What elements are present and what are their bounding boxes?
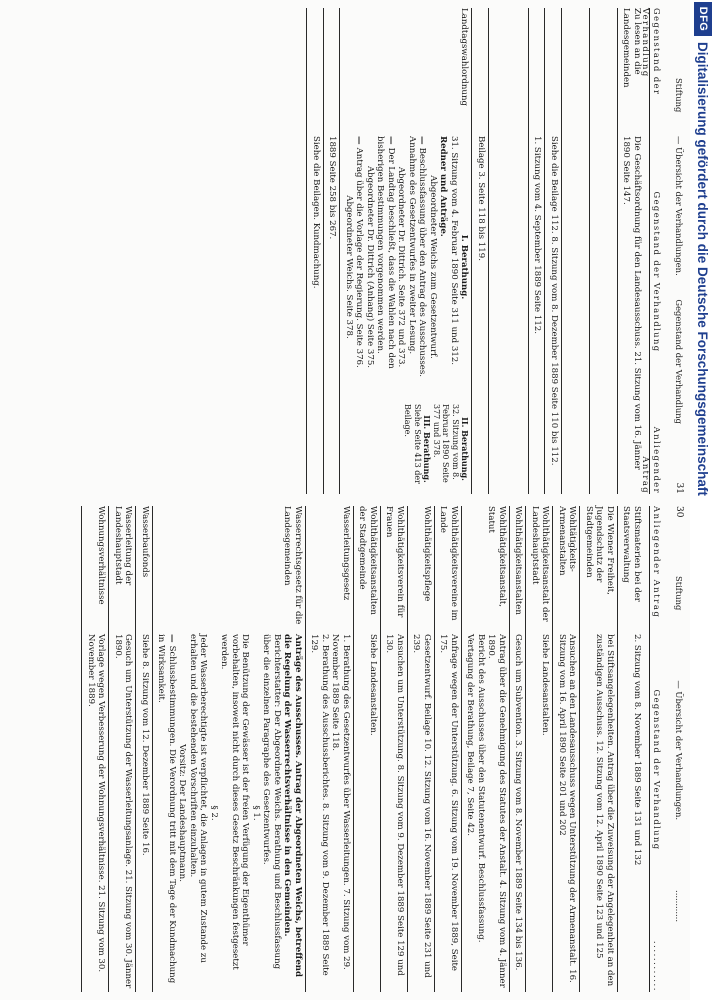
entry-line: 1889 Seite 258 bis 267.: [327, 136, 338, 240]
entry-text: [86, 634, 107, 992]
entry-line: I. Berathung.: [459, 234, 470, 300]
running-head-middle: — Übersicht der Verhandlungen.: [674, 136, 684, 276]
entry-text: [384, 634, 405, 992]
entry-line: Berichterstatter: Der Abgeordnete Weichs. Berathung und Beschlussfassung über die einzelnen Paragraphe des Gesetzentwurfes.: [261, 634, 282, 970]
entry-line: Gesuch um Subvention. 3. Sitzung vom 8. November 1889 Seite 134 bis 136.: [513, 634, 524, 971]
entry-text: [357, 634, 378, 992]
running-head-middle: — Übersicht der Verhandlungen.: [674, 680, 684, 821]
entry-list: [82, 506, 645, 992]
entry-label: Wohlthätigkeitsanstalten: [513, 506, 524, 615]
entry-text: [565, 136, 587, 494]
entry-line: Vorsitz: Der Landeshauptmann.: [177, 744, 188, 882]
entry-label: Wohlthätigkeitsanstalt der Landeshauptstadt: [530, 506, 551, 622]
entry-line: Abgeordneter Weichs. Seite 378.: [344, 195, 354, 339]
entry-row: [589, 8, 617, 494]
entry-label: [593, 8, 615, 136]
column-headers: [652, 506, 663, 992]
entry-text: [532, 136, 543, 494]
column-header-subject: Gegenstand der Verhandlung: [652, 191, 662, 353]
entry-text: [465, 634, 507, 992]
running-head-right: ............: [674, 890, 684, 922]
entry-line: Siehe 8. Sitzung vom 12. Dezember 1889 Seite 16.: [140, 634, 150, 856]
entry-line: Gesuch um Unterstützung der Wasserleitungsanlage. 21. Sitzung vom 30. Jänner 1890.: [113, 634, 134, 989]
entry-line: Ansuchen um Unterstützung. 8. Sitzung vom 9. Dezember 1889 Seite 129 und 130.: [384, 634, 405, 976]
entry-text: [476, 136, 487, 494]
entry-line: — Der Landtag beschließt, dass die Wahlen nach den bisherigen Bestimmungen vorgenommen werden.: [375, 136, 396, 398]
running-head-right: Gegenstand der Verhandlung: [674, 299, 684, 424]
entry-text: [344, 136, 470, 494]
entry-line: 1. Sitzung vom 4. September 1889 Seite 112.: [532, 136, 543, 335]
dfg-logo: DFG: [694, 2, 712, 36]
entry-line: Ansuchen an den Landesausschuss wegen Unterstützung der Armenanstalt. 16. Sitzung vom 16. April 1890 Seite 201 und 202: [557, 634, 578, 983]
entry-row: [509, 506, 526, 992]
entry-text: [513, 634, 524, 992]
entry-line: Bericht des Ausschusses über den Statutenentwurf. Beschlussfassung.: [476, 634, 486, 943]
entry-row: [353, 506, 380, 992]
entry-text: [530, 634, 551, 992]
entry-label: Landtagswahlordnung: [459, 8, 470, 107]
entry-line: Gesetzentwurf. Beilage 10. 12. Sitzung vom 16. November 1889 Seite 231 und 239.: [411, 634, 432, 978]
entry-label: Wohlthätigkeitsverein für Frauen: [384, 506, 405, 618]
page-left: [0, 500, 690, 1000]
entry-text: [492, 136, 526, 494]
entry-row: [305, 506, 353, 992]
entry-line: Die Benützung der Gewässer ist der freien Verfügung der Eigenthümer vorbehalten, insoweit nicht durch dieses Gesetz Beschränkungen festgesetzt werden.: [219, 634, 251, 970]
side-line: III. Berathung.: [422, 415, 433, 483]
entry-text: [593, 136, 615, 494]
entry-text: [156, 634, 303, 992]
entry-list: [307, 8, 645, 494]
entry-line: Vorlage wegen Verbesserung der Wohnungsverhältnisse. 21. Sitzung vom 30. November 1889.: [86, 634, 107, 973]
header-rule: [649, 8, 650, 494]
entry-label: [327, 8, 338, 136]
entry-label: [549, 8, 560, 136]
entry-line: Anfrage wegen der Unterstützung. 6. Sitzung vom 19. November 1889, Seite 175.: [438, 634, 459, 971]
entry-label: [476, 8, 487, 136]
column-header-right: ............: [652, 940, 662, 992]
page-right-body: [0, 8, 684, 494]
entry-line: Siehe Landesanstalten.: [368, 634, 378, 736]
entry-row: [323, 8, 340, 494]
entry-row: [136, 506, 153, 992]
entry-label: Stiftsmaterien bei der Staatsverwaltung: [621, 506, 642, 602]
entry-text: [309, 634, 351, 992]
entry-label: [565, 8, 587, 136]
side-line: II. Berathung.: [460, 417, 471, 481]
running-head-left: Stiftung: [674, 576, 684, 611]
entry-label: [532, 8, 543, 136]
entry-text: [621, 634, 642, 992]
entry-line: Abgeordneter Weichs zum Gesetzentwurf.: [428, 175, 438, 359]
paragraph-mark: § 1.: [251, 805, 261, 821]
entry-row: [488, 8, 528, 494]
page-number: 31: [674, 482, 684, 494]
entry-row: [561, 8, 589, 494]
running-head-left: Stiftung: [674, 78, 684, 113]
entry-label: Wohnungsverhältnisse: [96, 506, 107, 605]
entry-label: Die Wiener Freiheit, Jugendschutz der Stadtgemeinden: [584, 506, 615, 595]
page-left-viewport: [0, 500, 690, 1000]
side-line: Siehe Seite 413 der Beilage.: [403, 404, 422, 484]
entry-row: [407, 506, 434, 992]
entry-row: [434, 506, 461, 992]
entry-row: [307, 8, 324, 494]
entry-line: — Beschlussfassung über den Antrag des Ausschusses. Annahme des Gesetzentwurfes in zweiter Lesung.: [407, 136, 428, 398]
entry-text: [584, 634, 616, 992]
entry-row: [340, 8, 472, 494]
entry-text: [557, 634, 578, 992]
entry-label: Zu lesen an die Landesgemeinden: [621, 8, 642, 88]
entry-row: [82, 506, 109, 992]
entry-label: [492, 8, 526, 136]
entry-line: Die Geschäftsordnung für den Landesausschuss. 21. Sitzung vom 16. Jänner 1890 Seite 147.: [621, 136, 642, 470]
page-right: [0, 0, 690, 500]
entry-row: [526, 506, 553, 992]
entry-line: — Antrag über die Vorlage der Regierung. Seite 376.: [354, 136, 365, 398]
entry-line: — Schlussbestimmungen. Die Verordnung tritt mit dem Tage der Kundmachung in Wirksamkeit.: [156, 634, 177, 992]
entry-line: 2. Sitzung vom 8. November 1889 Seite 131 und 132: [632, 634, 642, 866]
entry-label: Wohlthätigkeitsanstalt, Statut: [486, 506, 507, 608]
funding-banner: [690, 0, 716, 1000]
funding-notice: Digitalisierung gefördert durch die Deutsche Forschungsgemeinschaft: [695, 42, 711, 496]
entry-line: Siehe Landesanstalten.: [540, 634, 551, 736]
entry-line: Siehe die Beilage 112. 8. Sitzung vom 8. Dezember 1889 Seite 110 bis 112.: [549, 136, 559, 466]
entry-line: 31. Sitzung vom 4. Februar 1890 Seite 311 und 312.: [449, 136, 459, 366]
entry-line: Vertagung der Berathung, Beilage 7, Seite 42.: [465, 634, 476, 837]
entry-text: [438, 634, 459, 992]
entry-line: Abgeordneter Dr. Dittrich (Anhang) Seite 375.: [365, 165, 375, 369]
entry-row: [617, 8, 644, 494]
entry-label: Wasserleitung der Landeshauptstadt: [113, 506, 134, 586]
entry-line: 1. Berathung des Gesetzentwurfes über Wasserleitungen. 7. Sitzung vom 29. November 1889 Seite 118.: [330, 634, 351, 970]
column-header-label: Anliegender Antrag: [652, 506, 662, 619]
entry-row: [528, 8, 545, 494]
entry-line: Abgeordneter Dr. Dittrich. Seite 372 und 373.: [396, 166, 407, 368]
running-head: [674, 576, 685, 922]
entry-text: [327, 136, 338, 494]
column-header-right: Anliegender Antrag: [641, 426, 662, 494]
entry-row: [380, 506, 407, 992]
entry-label: Wasserleitungsgesetz: [341, 506, 351, 601]
entry-row: [580, 506, 618, 992]
entry-row: [472, 8, 489, 494]
paragraph-mark: § 2.: [209, 805, 219, 821]
entry-line: Siehe die Beilagen. Kundmachung.: [311, 136, 321, 289]
entry-row: [545, 8, 562, 494]
entry-side-column: [344, 404, 470, 494]
entry-text: [140, 634, 151, 992]
entry-line: bei Stiftsangelegenheiten. Antrag über die Zuweisung der Angelegenheit an den zuständigen Ausschuss. 12. Sitzung vom 12. April 1890 Seite 123 und 125: [594, 634, 615, 987]
column-header-label: Gegenstand der Verhandlung: [641, 8, 662, 96]
entry-text: [549, 136, 560, 494]
entry-row: [152, 506, 305, 992]
entry-label: Wohltätigkeits- Armenanstalten: [557, 506, 578, 576]
funding-banner-content: [690, 0, 716, 1000]
page-number: 30: [674, 506, 684, 518]
entry-label: Wohlthätigkeitsvereine im Lande: [438, 506, 459, 621]
page-left-body: [0, 506, 684, 992]
entry-row: [109, 506, 136, 992]
page-right-viewport: [0, 0, 690, 500]
entry-line: Redner und Anträge.: [438, 136, 449, 237]
side-line: 32. Sitzung vom 8. Februar 1890 Seite 377 und 378.: [432, 404, 460, 483]
entry-row: [461, 506, 509, 992]
entry-line: 2. Berathung des Ausschussberichtes. 8. Sitzung vom 9. Dezember 1889 Seite 129.: [309, 634, 330, 976]
running-head: [674, 78, 685, 424]
entry-label: [311, 8, 322, 136]
entry-line: Beilage 3. Seite 118 bis 119.: [476, 136, 486, 261]
entry-line: Jeder Wasserberechtigte ist verpflichtet, die Anlagen in gutem Zustande zu erhalten und die bestehenden Vorschriften einzuhalten.: [188, 634, 209, 963]
entry-main-column: [344, 136, 470, 398]
entry-text: [113, 634, 134, 992]
entry-text: [411, 634, 432, 992]
entry-line: Antrag über die Genehmigung des Statutes der Anstalt. 4. Sitzung vom 4. Jänner 1890.: [486, 634, 507, 988]
column-header-subject: Gegenstand der Verhandlung: [652, 689, 662, 851]
entry-label: Wasserbaufonds: [140, 506, 150, 578]
entry-row: [553, 506, 580, 992]
entry-label: Wohlthätigkeitspflege: [422, 506, 432, 602]
column-headers: [641, 8, 662, 494]
entry-label: Wasserrechtsgesetz für die Landesgemeinden: [282, 506, 303, 625]
header-rule: [649, 506, 650, 992]
entry-label: Wohlthätigkeitsanstalten der Stadtgemeinde: [357, 506, 378, 615]
entry-text: [311, 136, 322, 494]
entry-line: Anträge des Ausschusses. Antrag der Abgeordneten Weichs, betreffend die Regelung der Wasserrechtsverhältnisse in den Gemeinden.: [282, 634, 303, 978]
entry-row: [617, 506, 644, 992]
entry-text: [621, 136, 642, 494]
